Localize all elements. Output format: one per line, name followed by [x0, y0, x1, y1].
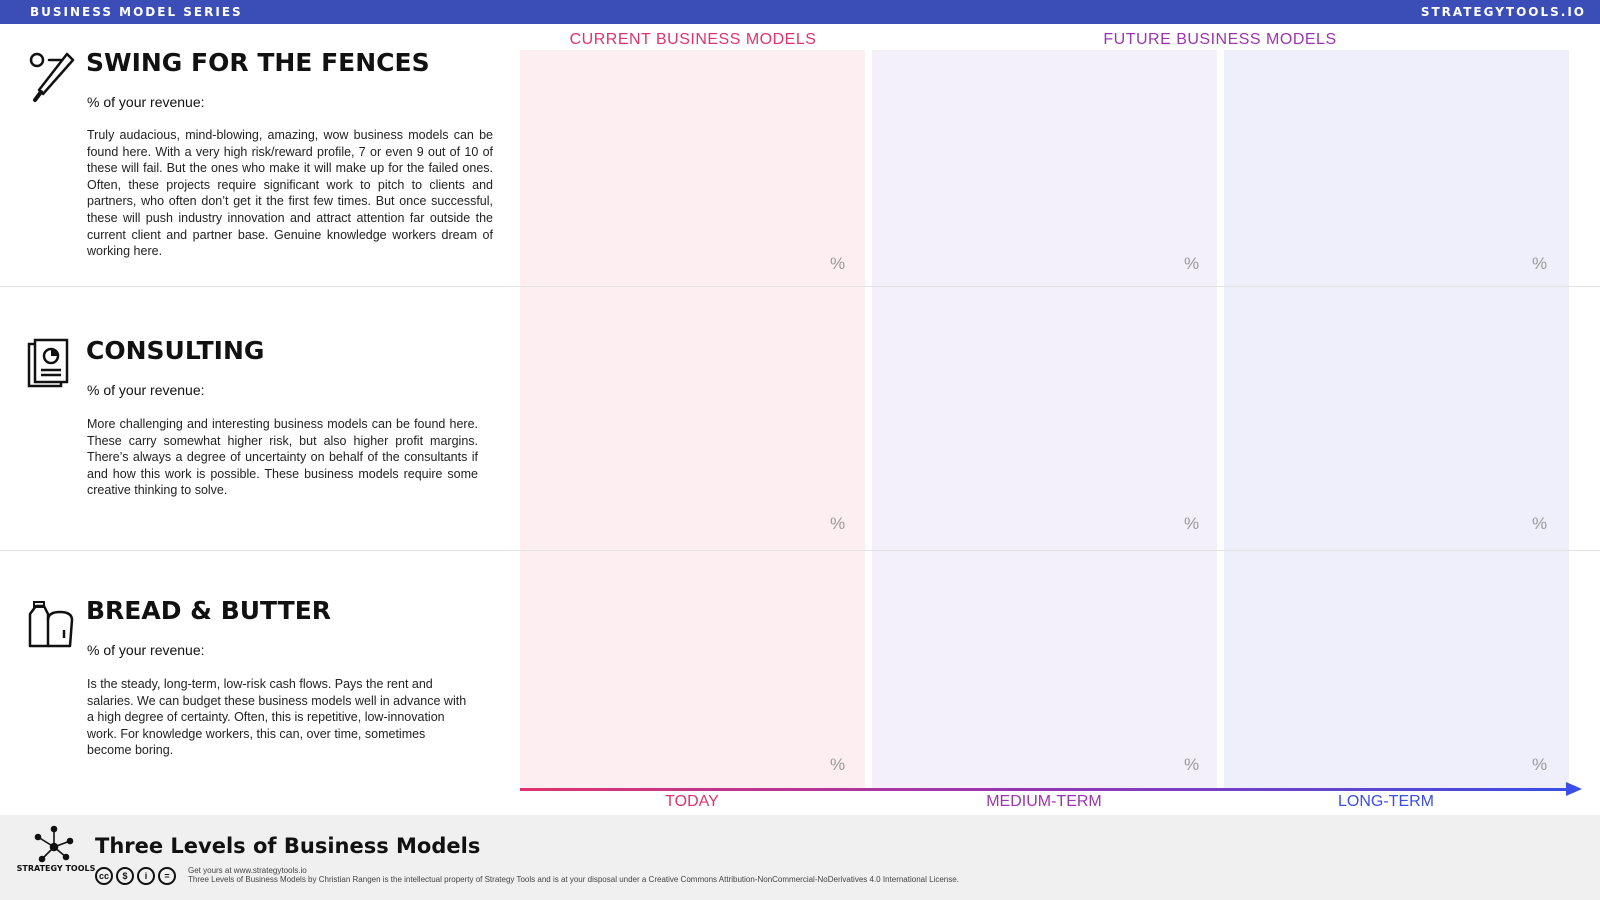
baseball-bat-icon	[27, 50, 77, 106]
cc-license-badges[interactable]	[95, 867, 176, 885]
no-derivatives-icon: =	[158, 867, 176, 885]
today-column[interactable]	[520, 50, 865, 790]
row-divider	[0, 550, 1600, 551]
footer	[0, 815, 1600, 900]
timeline-arrowhead	[1566, 782, 1582, 796]
future-models-header: FUTURE BUSINESS MODELS	[1103, 31, 1337, 48]
row-divider	[0, 286, 1600, 287]
percent-cell-fences-today[interactable]: %	[830, 254, 846, 273]
percent-cell-bread-today[interactable]: %	[830, 755, 846, 774]
logo-text: STRATEGY TOOLS	[16, 864, 96, 873]
long-term-column[interactable]	[1224, 50, 1569, 790]
footer-get-yours[interactable]: Get yours at www.strategytools.io	[188, 866, 307, 875]
report-document-icon	[27, 338, 71, 390]
timeline-label-long: LONG-TERM	[1338, 793, 1434, 810]
series-label: BUSINESS MODEL SERIES	[30, 5, 243, 19]
non-commercial-icon: $	[116, 867, 134, 885]
percent-cell-fences-medium[interactable]: %	[1184, 254, 1200, 273]
attribution-icon: i	[137, 867, 155, 885]
section-title-bread-butter: BREAD & BUTTER	[86, 596, 332, 625]
section-title-consulting: CONSULTING	[86, 336, 265, 365]
cc-icon: cc	[95, 867, 113, 885]
percent-cell-bread-medium[interactable]: %	[1184, 755, 1200, 774]
percent-cell-fences-long[interactable]: %	[1532, 254, 1548, 273]
medium-term-column[interactable]	[872, 50, 1217, 790]
percent-cell-bread-long[interactable]: %	[1532, 755, 1548, 774]
percent-cell-consulting-long[interactable]: %	[1532, 514, 1548, 533]
top-bar	[0, 0, 1600, 24]
revenue-label-consulting[interactable]: % of your revenue:	[87, 382, 205, 398]
section-desc-bread-butter: Is the steady, long-term, low-risk cash flows. Pays the rent and salaries. We can budget these business models well in advance with a high degree of certainty. Often, this is repetitive, low-innovation work. For knowledge workers, this can, over time, sometimes become boring.	[87, 677, 467, 758]
revenue-label-bread-butter[interactable]: % of your revenue:	[87, 642, 205, 658]
section-desc-fences: Truly audacious, mind-blowing, amazing, wow business models can be found here. With a very high risk/reward profile, 7 or even 9 out of 10 of these will fail. But the ones who make it will make up for the failed ones. Often, these projects require significant work to pitch to clients and partners, who often don’t get it the first few times. But once successful, these will push industry innovation and attract attention far outside the current client and partner base. Genuine knowledge workers dream of working here.	[87, 128, 493, 259]
revenue-label-fences[interactable]: % of your revenue:	[87, 94, 205, 110]
current-models-header: CURRENT BUSINESS MODELS	[569, 31, 817, 48]
timeline-label-medium: MEDIUM-TERM	[986, 793, 1102, 810]
site-link[interactable]: STRATEGYTOOLS.IO	[1420, 5, 1586, 19]
percent-cell-consulting-medium[interactable]: %	[1184, 514, 1200, 533]
strategy-tools-logo-icon	[16, 823, 96, 885]
footer-title: Three Levels of Business Models	[95, 834, 481, 858]
section-title-fences: SWING FOR THE FENCES	[86, 48, 430, 77]
timeline-label-today: TODAY	[665, 793, 719, 810]
bread-butter-icon	[26, 600, 74, 650]
timeline-arrow	[520, 788, 1566, 791]
percent-cell-consulting-today[interactable]: %	[830, 514, 846, 533]
section-desc-consulting: More challenging and interesting business models can be found here. These carry somewhat higher risk, but also higher profit margins. There’s always a degree of uncertainty on behalf of the consultants if and how this work is possible. These business models require some creative thinking to solve.	[87, 417, 478, 498]
footer-license-text: Three Levels of Business Models by Christian Rangen is the intellectual property of Strategy Tools and is at your disposal under a Creative Commons Attribution-NonCommercial-NoDerivatives 4.0 International License.	[188, 875, 959, 884]
